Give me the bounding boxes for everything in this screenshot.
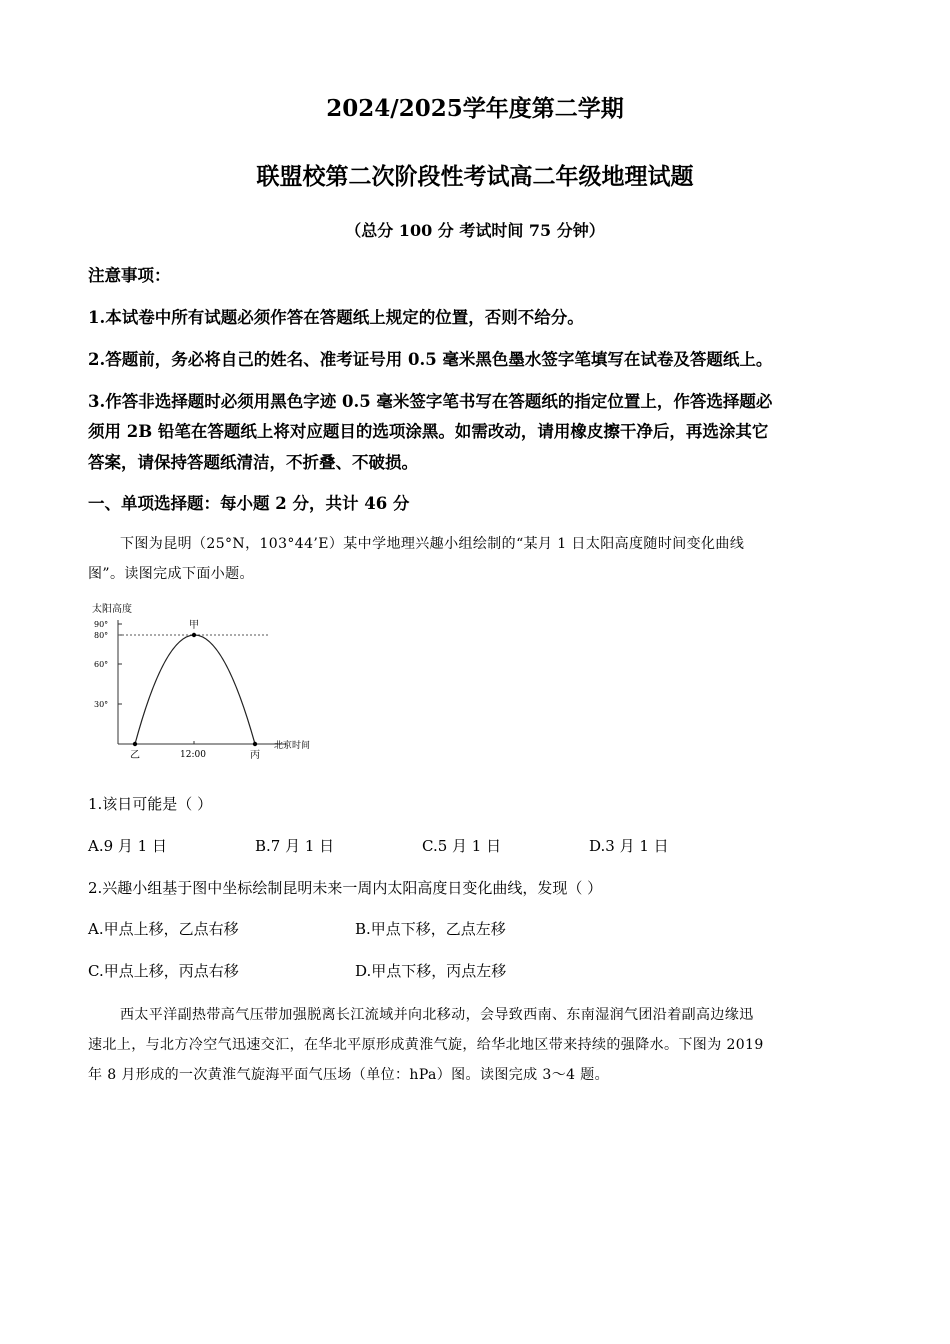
q1-option-b: B.7 月 1 日 — [255, 837, 335, 855]
passage2-line-1: 西太平洋副热带高气压带加强脱离长江流域并向北移动，会导致西南、东南湿润气团沿着副高边缘迅 — [120, 1007, 754, 1023]
y-tick-label-60: 60° — [94, 660, 109, 669]
y-tick-label-90: 90° — [94, 620, 109, 629]
y-tick-label-80: 80° — [94, 631, 109, 640]
notice-item-3-line2: 须用 2B 铅笔在答题纸上将对应题目的选项涂黑。如需改动，请用橡皮擦干净后，再选涂其它 — [88, 422, 769, 441]
q2-option-b: B.甲点下移，乙点左移 — [355, 920, 506, 938]
q1-option-a: A.9 月 1 日 — [88, 837, 167, 855]
point-bing-marker — [253, 742, 257, 746]
intro-line-2: 图”。读图完成下面小题。 — [88, 566, 254, 582]
notice-item-3-line3: 答案，请保持答题纸清洁，不折叠、不破损。 — [88, 453, 418, 472]
notice-item-1: 1.本试卷中所有试题必须作答在答题纸上规定的位置，否则不给分。 — [88, 308, 584, 327]
intro-line-1: 下图为昆明（25°N，103°44’E）某中学地理兴趣小组绘制的“某月 1 日太阳高度随时间变化曲线 — [120, 536, 745, 552]
q2-option-a: A.甲点上移，乙点右移 — [88, 920, 239, 938]
chart-xlabel: 北京时间 — [274, 741, 311, 751]
exam-title-line2: 联盟校第二次阶段性考试高二年级地理试题 — [256, 163, 694, 190]
sun-altitude-chart — [88, 600, 338, 770]
exam-title-line1: 2024/2025学年度第二学期 — [326, 95, 624, 122]
q2-option-d: D.甲点下移，丙点左移 — [355, 962, 507, 980]
y-tick-label-30: 30° — [94, 700, 109, 709]
x-tick-label-noon: 12:00 — [180, 750, 206, 760]
passage2-line-3: 年 8 月形成的一次黄淮气旋海平面气压场（单位：hPa）图。读图完成 3～4 题。 — [88, 1067, 610, 1083]
q1-stem: 1.该日可能是（ ） — [88, 795, 213, 813]
section-heading: 一、单项选择题：每小题 2 分，共计 46 分 — [88, 494, 410, 513]
point-yi-label: 乙 — [130, 750, 140, 761]
q2-stem: 2.兴趣小组基于图中坐标绘制昆明未来一周内太阳高度日变化曲线，发现（ ） — [88, 879, 603, 897]
chart-ylabel: 太阳高度 — [92, 604, 132, 615]
point-jia-marker — [192, 633, 196, 637]
exam-subtitle: （总分 100 分 考试时间 75 分钟） — [345, 221, 605, 240]
q1-option-d: D.3 月 1 日 — [589, 837, 669, 855]
point-yi-marker — [133, 742, 137, 746]
q1-option-c: C.5 月 1 日 — [422, 837, 502, 855]
notice-item-3-line1: 3.作答非选择题时必须用黑色字迹 0.5 毫米签字笔书写在答题纸的指定位置上，作答选择题必 — [88, 392, 773, 411]
passage2-line-2: 速北上，与北方冷空气迅速交汇，在华北平原形成黄淮气旋，给华北地区带来持续的强降水。下图为 2019 — [88, 1037, 764, 1053]
sun-altitude-curve — [135, 635, 255, 744]
notice-heading: 注意事项： — [88, 266, 171, 285]
notice-item-2: 2.答题前，务必将自己的姓名、准考证号用 0.5 毫米黑色墨水签字笔填写在试卷及答题纸上。 — [88, 350, 773, 369]
q2-option-c: C.甲点上移，丙点右移 — [88, 962, 239, 980]
point-bing-label: 丙 — [250, 750, 260, 761]
point-jia-label: 甲 — [189, 620, 199, 631]
